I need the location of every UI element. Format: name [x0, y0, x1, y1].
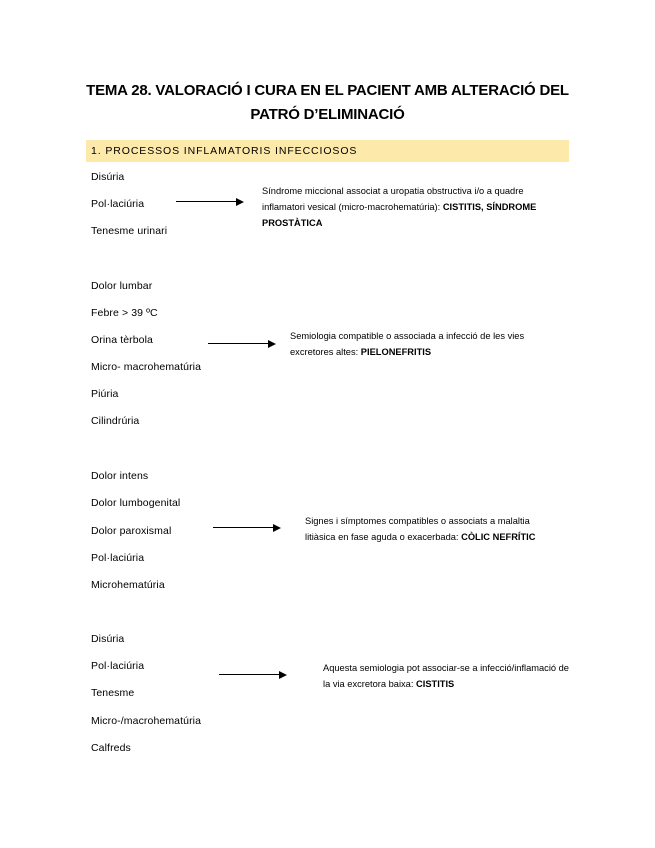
page-title-line-1: TEMA 28. VALORACIÓ I CURA EN EL PACIENT AMB ALTERACIÓ DEL — [86, 82, 569, 99]
description-line: inflamatori vesical (micro-macrohematúria): CISTITIS, SÍNDROME — [262, 202, 537, 212]
group-description — [262, 183, 536, 231]
symptom-item: Micro- macrohematúria — [91, 361, 202, 373]
symptom-item: Febre > 39 ºC — [91, 307, 158, 319]
section-heading-band — [86, 140, 569, 162]
symptom-item: Piúria — [91, 388, 119, 400]
page-title-line-2: PATRÓ D’ELIMINACIÓ — [250, 106, 405, 123]
symptom-item: Tenesme — [91, 687, 135, 699]
description-line: excretores altes: PIELONEFRITIS — [290, 347, 432, 357]
description-line: PROSTÀTICA — [262, 218, 323, 228]
group-description — [305, 513, 535, 545]
symptom-item: Cilindrúria — [91, 415, 140, 427]
description-line: Semiologia compatible o associada a infecció de les vies — [290, 331, 525, 341]
description-line: litiàsica en fase aguda o exacerbada: CÒLIC NEFRÍTIC — [305, 532, 536, 542]
symptom-item: Dolor intens — [91, 470, 149, 482]
symptom-item: Orina tèrbola — [91, 334, 153, 346]
symptom-item: Pol·laciúria — [91, 660, 145, 672]
description-line: la via excretora baixa: CISTITIS — [323, 679, 455, 689]
description-line: Signes i símptomes compatibles o associats a malaltia — [305, 516, 530, 526]
symptom-item: Disúria — [91, 171, 125, 183]
symptom-item: Microhematúria — [91, 579, 165, 591]
symptom-item: Disúria — [91, 633, 125, 645]
arrow-right-icon — [176, 198, 244, 206]
description-line: Síndrome miccional associat a uropatia obstructiva i/o a quadre — [262, 186, 524, 196]
symptom-item: Dolor paroxismal — [91, 525, 172, 537]
arrow-right-icon — [208, 340, 276, 348]
symptom-item: Dolor lumbar — [91, 280, 153, 292]
symptom-item: Calfreds — [91, 742, 131, 754]
arrow-right-icon — [213, 524, 281, 532]
symptom-item: Micro-/macrohematúria — [91, 715, 202, 727]
symptom-item: Dolor lumbogenital — [91, 497, 181, 509]
arrow-right-icon — [219, 671, 287, 679]
section-heading: 1. PROCESSOS INFLAMATORIS INFECCIOSOS — [91, 145, 358, 157]
group-description — [290, 328, 524, 360]
group-description — [323, 660, 569, 692]
symptom-item: Tenesme urinari — [91, 225, 168, 237]
description-line: Aquesta semiologia pot associar-se a infecció/inflamació de — [323, 663, 569, 673]
symptom-item: Pol·laciúria — [91, 198, 145, 210]
symptom-item: Pol·laciúria — [91, 552, 145, 564]
